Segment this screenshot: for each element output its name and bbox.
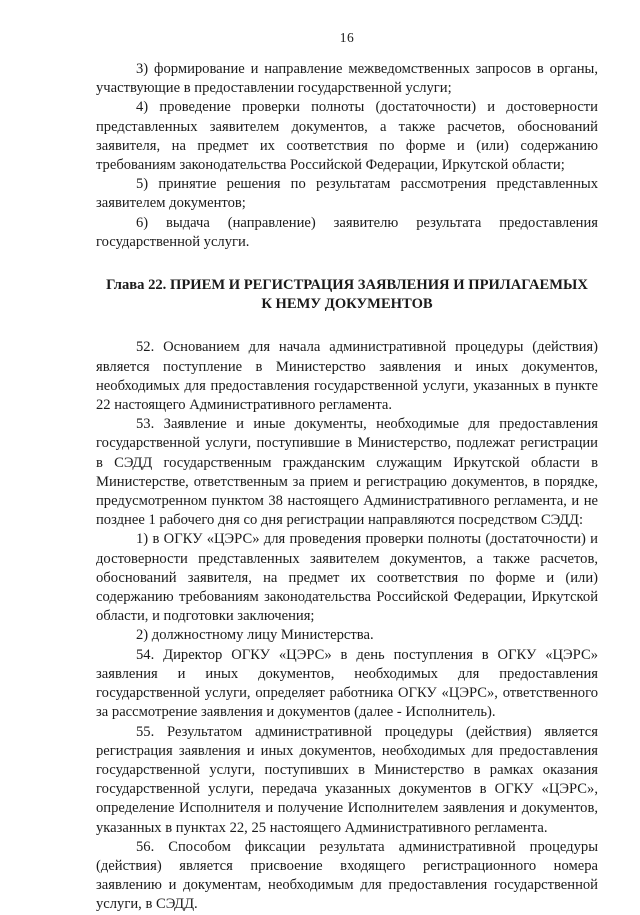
paragraph-53-item-2: 2) должностному лицу Министерства. (136, 627, 374, 644)
paragraph-56: 56. Способом фиксации результата административной процедуры (действия) является присвоение входящего регистрационного номера заявлению и документам, необходимым для предоставления государственной услуги, в СЭДД. (96, 838, 598, 913)
list-item-4: 4) проведение проверки полноты (достаточности) и достоверности представленных заявителем документов, а также расчетов, обоснований заявителя, на предмет их соответствия по форме и (или) содержанию требованиям законодательства Российской Федерации, Иркутской области; (96, 99, 598, 174)
document-page (96, 30, 598, 915)
paragraph-54: 54. Директор ОГКУ «ЦЭРС» в день поступления в ОГКУ «ЦЭРС» заявления и иных документов, необходимых для предоставления государственной услуги, определяет работника ОГКУ «ЦЭРС», ответственного за рассмотрение заявления и документов (далее - Исполнитель). (96, 646, 598, 721)
list-item-5: 5) принятие решения по результатам рассмотрения представленных заявителем документов; (96, 176, 598, 212)
list-item-6: 6) выдача (направление) заявителю результата предоставления государственной услуги. (96, 214, 598, 250)
paragraph-55: 55. Результатом административной процедуры (действия) является регистрация заявления и иных документов, необходимых для предоставления государственной услуги, поступивших в Министерство в рамках оказания государственной услуги, передача указанных документов в ОГКУ «ЦЭРС», определение Исполнителя и получение Исполнителем заявления и документов, указанных в пунктах 22, 25 настоящего Административного регламента. (96, 723, 598, 836)
paragraph-52: 52. Основанием для начала административной процедуры (действия) является поступление в Министерство заявления и иных документов, необходимых для предоставления государственной услуги, указанных в пункте 22 настоящего Административного регламента. (96, 339, 598, 414)
list-item-3: 3) формирование и направление межведомственных запросов в органы, участвующие в предоставлении государственной услуги; (96, 61, 598, 97)
chapter-heading-line-1: Глава 22. ПРИЕМ И РЕГИСТРАЦИЯ ЗАЯВЛЕНИЯ И ПРИЛАГАЕМЫХ (106, 277, 588, 294)
paragraph-53-item-1: 1) в ОГКУ «ЦЭРС» для проведения проверки полноты (достаточности) и достоверности представленных заявителем документов, а также расчетов, обоснований заявителя, на предмет их соответствия по форме и (или) содержанию требованиям законодательства Российской Федерации, Иркутской области, и подготовки заключения; (96, 531, 598, 625)
paragraph-53: 53. Заявление и иные документы, необходимые для предоставления государственной услуги, поступившие в Министерство, подлежат регистрации в СЭДД государственным гражданским служащим Иркутской области в Министерстве, ответственным за прием и регистрацию документов, в порядке, предусмотренном пунктом 38 настоящего Административного регламента, и не позднее 1 рабочего дня со дня регистрации направляются посредством СЭДД: (96, 416, 598, 529)
page-number: 16 (339, 30, 355, 45)
chapter-heading (96, 276, 598, 314)
chapter-heading-line-2: К НЕМУ ДОКУМЕНТОВ (261, 296, 433, 313)
